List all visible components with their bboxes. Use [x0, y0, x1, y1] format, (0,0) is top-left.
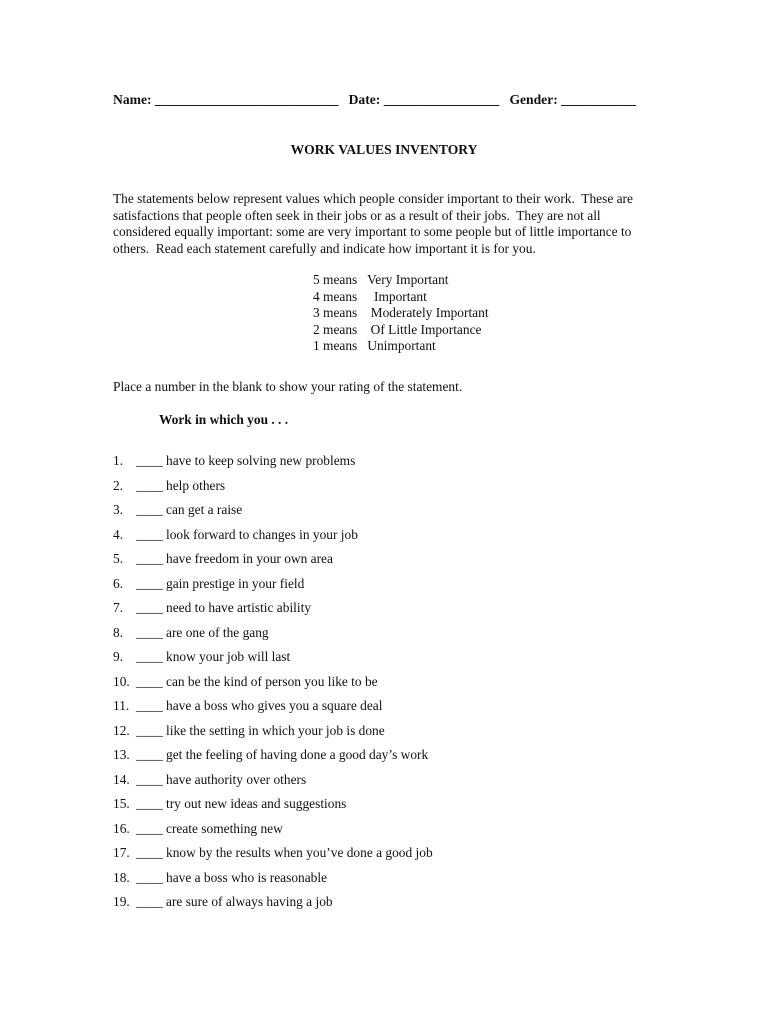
list-item	[113, 723, 673, 748]
item-text: can get a raise	[166, 502, 243, 517]
scale-label: Unimportant	[367, 338, 436, 353]
scale-label: Of Little Importance	[367, 321, 482, 337]
intro-line: considered equally important: some are very important to some people but of little importance to	[113, 224, 632, 239]
rating-blank[interactable]: ____	[136, 869, 163, 885]
rating-blank[interactable]: ____	[136, 502, 163, 517]
rating-scale	[313, 272, 573, 355]
item-text: like the setting in which your job is done	[166, 722, 385, 738]
statement-list	[113, 453, 673, 919]
intro-line: satisfactions that people often seek in their jobs or as a result of their jobs. They are not all	[113, 207, 601, 223]
list-item	[113, 527, 673, 552]
list-item	[113, 502, 673, 527]
item-text: have a boss who is reasonable	[166, 869, 328, 885]
rating-blank[interactable]: ____	[136, 820, 163, 836]
item-number: 3.	[113, 502, 124, 517]
item-text: look forward to changes in your job	[166, 526, 358, 542]
item-text: are sure of always having a job	[166, 894, 333, 909]
item-number: 19.	[113, 894, 130, 909]
item-number: 2.	[113, 477, 124, 493]
list-item	[113, 576, 673, 601]
scale-row	[313, 272, 573, 289]
intro-line: others. Read each statement carefully and indicate how important it is for you.	[113, 240, 536, 256]
rating-blank[interactable]: ____	[136, 747, 163, 762]
rating-blank[interactable]: ____	[136, 551, 163, 566]
rating-blank[interactable]: ____	[136, 771, 163, 787]
item-number: 14.	[113, 771, 130, 787]
item-text: have freedom in your own area	[166, 551, 333, 566]
list-item	[113, 674, 673, 699]
rating-blank[interactable]: ____	[136, 453, 163, 468]
rating-blank[interactable]: ____	[136, 575, 163, 591]
item-number: 17.	[113, 845, 130, 860]
item-text: gain prestige in your field	[166, 575, 305, 591]
list-item	[113, 625, 673, 650]
scale-row	[313, 305, 573, 322]
list-item	[113, 600, 673, 625]
scale-means: 3 means	[313, 305, 358, 320]
rating-blank[interactable]: ____	[136, 477, 163, 493]
scale-label: Very Important	[367, 272, 449, 287]
list-item	[113, 821, 673, 846]
scale-row	[313, 338, 573, 355]
item-number: 11.	[113, 698, 130, 713]
header-fields: Name: ___________________________ Date: _________________ Gender: ___________	[113, 92, 636, 107]
item-number: 7.	[113, 600, 124, 615]
items-lead-in: Work in which you . . .	[159, 412, 289, 427]
list-item	[113, 894, 673, 919]
document-title: WORK VALUES INVENTORY	[290, 142, 478, 157]
list-item	[113, 747, 673, 772]
item-text: are one of the gang	[166, 624, 269, 640]
scale-row	[313, 322, 573, 339]
list-item	[113, 870, 673, 895]
item-number: 4.	[113, 526, 124, 542]
item-text: get the feeling of having done a good day’s work	[166, 747, 429, 762]
item-text: try out new ideas and suggestions	[166, 796, 347, 811]
scale-label: Moderately Important	[367, 305, 489, 320]
item-number: 5.	[113, 551, 124, 566]
instruction-text: Place a number in the blank to show your rating of the statement.	[113, 379, 463, 394]
intro-paragraph	[113, 191, 673, 257]
rating-blank[interactable]: ____	[136, 722, 163, 738]
item-number: 6.	[113, 575, 124, 591]
item-number: 16.	[113, 820, 130, 836]
scale-row	[313, 289, 573, 306]
list-item	[113, 551, 673, 576]
scale-means: 1 means	[313, 338, 358, 353]
item-number: 1.	[113, 453, 124, 468]
item-number: 8.	[113, 624, 124, 640]
scale-means: 2 means	[313, 321, 358, 337]
item-number: 10.	[113, 673, 130, 689]
intro-line: The statements below represent values which people consider important to their work. These are	[113, 191, 633, 206]
item-text: need to have artistic ability	[166, 600, 312, 615]
list-item	[113, 453, 673, 478]
rating-blank[interactable]: ____	[136, 624, 163, 640]
list-item	[113, 698, 673, 723]
item-text: help others	[166, 477, 226, 493]
list-item	[113, 649, 673, 674]
scale-means: 4 means	[313, 288, 358, 304]
item-text: have to keep solving new problems	[166, 453, 356, 468]
rating-blank[interactable]: ____	[136, 526, 163, 542]
item-text: know by the results when you’ve done a good job	[166, 845, 433, 860]
rating-blank[interactable]: ____	[136, 600, 163, 615]
item-text: can be the kind of person you like to be	[166, 673, 378, 689]
rating-blank[interactable]: ____	[136, 894, 163, 909]
item-text: know your job will last	[166, 649, 291, 664]
item-number: 12.	[113, 722, 130, 738]
scale-label: Important	[367, 288, 427, 304]
list-item	[113, 796, 673, 821]
rating-blank[interactable]: ____	[136, 845, 163, 860]
item-number: 13.	[113, 747, 130, 762]
scale-means: 5 means	[313, 272, 358, 287]
rating-blank[interactable]: ____	[136, 698, 163, 713]
rating-blank[interactable]: ____	[136, 673, 163, 689]
rating-blank[interactable]: ____	[136, 649, 163, 664]
item-text: have a boss who gives you a square deal	[166, 698, 383, 713]
item-number: 18.	[113, 869, 130, 885]
item-number: 15.	[113, 796, 130, 811]
item-number: 9.	[113, 649, 124, 664]
list-item	[113, 845, 673, 870]
item-text: create something new	[166, 820, 283, 836]
list-item	[113, 772, 673, 797]
item-text: have authority over others	[166, 771, 307, 787]
list-item	[113, 478, 673, 503]
rating-blank[interactable]: ____	[136, 796, 163, 811]
